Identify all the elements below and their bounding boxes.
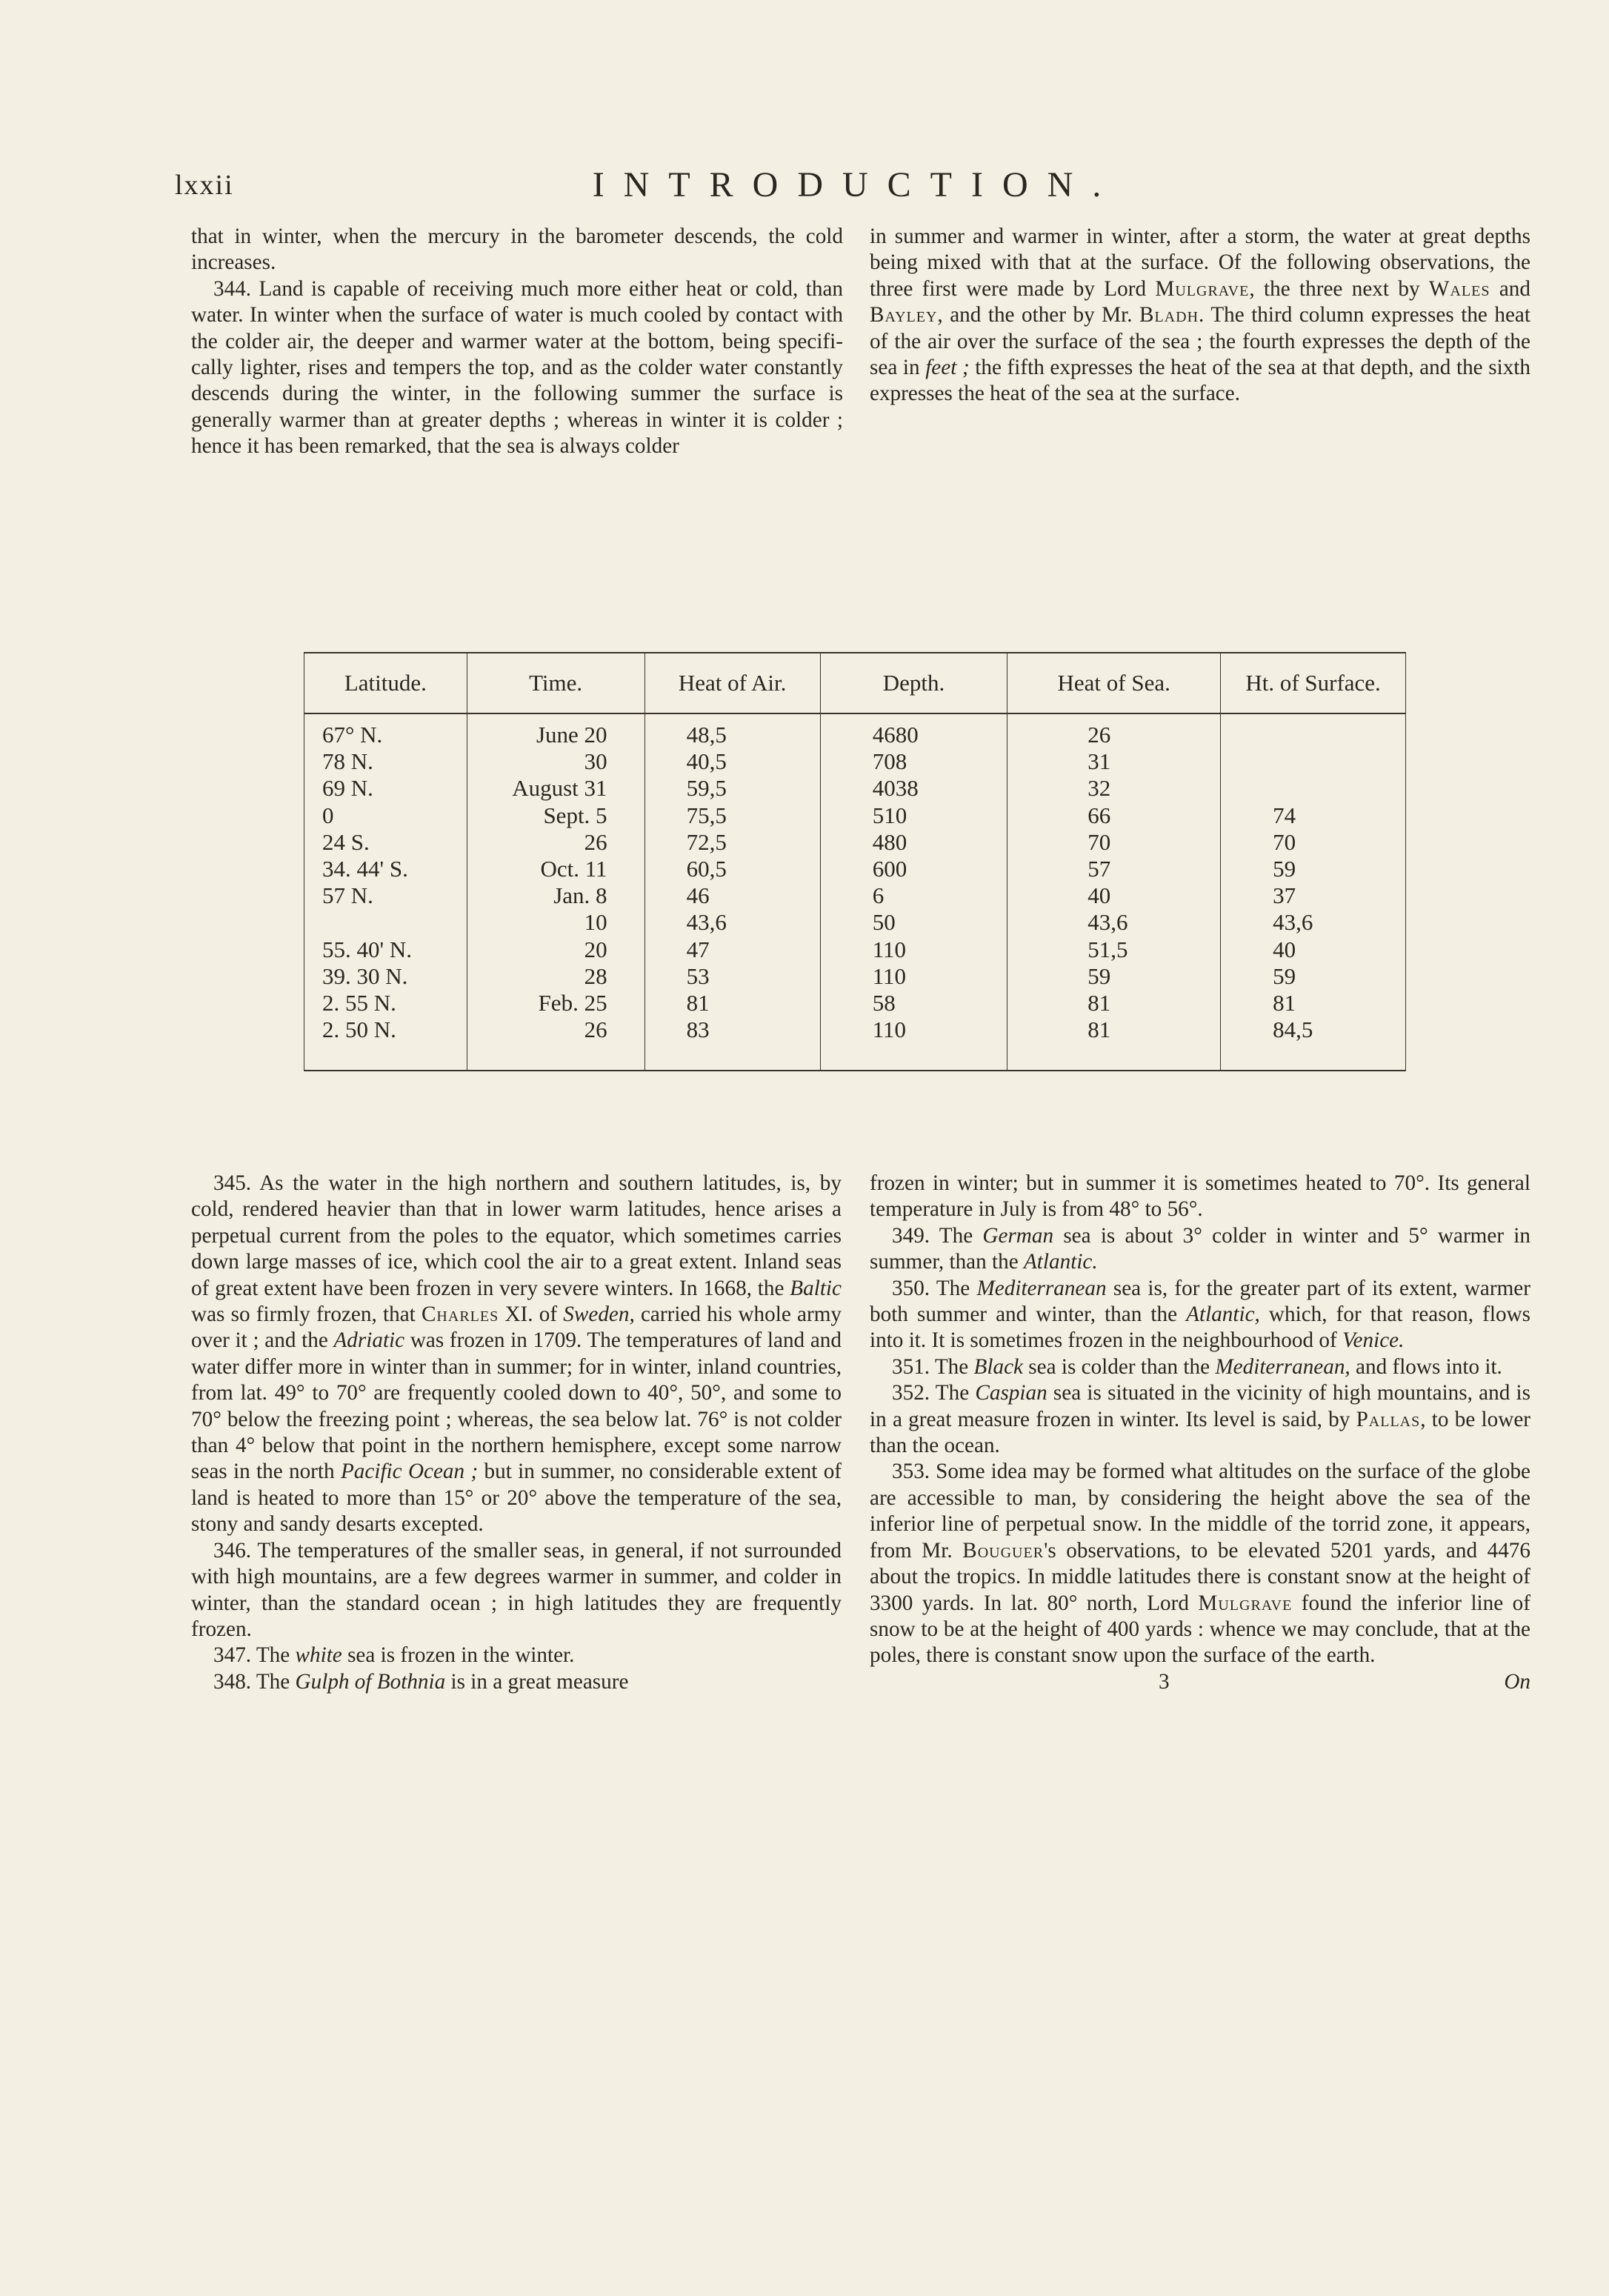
cell-heat-of-surface: [1221, 748, 1406, 775]
cell-latitude: 55. 40' N.: [304, 936, 467, 963]
paragraph-345: 345. As the water in the high northern and southern latitudes, is, by cold, rendered heavier than that in lower warm latitudes, hence arises a perpetual current from the poles to the equator, which sometimes carries down large masses of ice, which cool the air to a great extent. Inland seas of great extent have been frozen in very severe winters. In 1668, the Baltic was so firmly frozen, that Charles XI. of Sweden, carried his whole army over it ; and the Adriatic was frozen in 1709. The temperatures of land and water differ more in winter than in summer; for in winter, inland countries, from lat. 49° to 70° are frequently cooled down to 40°, 50°, and some to 70° below the freezing point ; whereas, the sea below lat. 76° is not colder than 4° below that point in the northern hemisphere, except some narrow seas in the north Pacific Ocean ; but in summer, no considerable extent of land is heated to more than 15° or 20° above the temperature of the sea, stony and sandy desarts excepted.: [191, 1171, 842, 1537]
table-row: [304, 936, 1406, 963]
cell-depth: 110: [820, 963, 1007, 990]
cell-latitude: 78 N.: [304, 748, 467, 775]
paragraph-344-cont: in summer and warmer in winter, after a storm, the water at great depths being mixed with that at the surface. Of the following observations, the three first were made by Lord Mulgrave, the three next by Wales and Bayley, and the other by Mr. Bladh. The third column expresses the heat of the air over the surface of the sea ; the fourth expresses the depth of the sea in feet ; the fifth expresses the heat of the sea at that depth, and the sixth expresses the heat of the sea at the surface.: [870, 224, 1530, 406]
cell-depth: 110: [820, 936, 1007, 963]
paragraph-344: 344. Land is capable of receiving much more either heat or cold, than water. In winter when the surface of water is much cooled by contact with the colder air, the deeper and warmer water at the bottom, being specifically lighter, rises and tempers the top, and as the colder water constantly descends during the winter, in the following summer the surface is generally warmer than at greater depths ; whereas in winter it is colder ; hence it has been remarked, that the sea is always colder: [191, 276, 843, 459]
table-row: [304, 909, 1406, 936]
cell-time: June 20: [467, 713, 644, 748]
paragraph-343-cont: that in winter, when the mercury in the barometer descends, the cold increases.: [191, 224, 843, 275]
cell-heat-of-surface: 59: [1221, 963, 1406, 990]
cell-heat-of-sea: 32: [1007, 775, 1221, 802]
cell-latitude: 34. 44' S.: [304, 856, 467, 882]
table-row: [304, 882, 1406, 909]
cell-time: Sept. 5: [467, 802, 644, 829]
page-footer: [870, 1669, 1530, 1695]
table-row: [304, 990, 1406, 1016]
table-row: [304, 802, 1406, 829]
cell-heat-of-air: 43,6: [644, 909, 820, 936]
name-wales: Wales: [1428, 276, 1490, 301]
paragraph-346: 346. The temperatures of the smaller seas, in general, if not surrounded with high mountains, are a few degrees warmer in summer, and colder in winter, than the standard ocean ; in high latitudes they are frequently frozen.: [191, 1538, 842, 1641]
name-bayley: Bayley: [870, 303, 938, 327]
paragraph-352: 352. The Caspian sea is situated in the vicinity of high mountains, and is in a great measure frozen in winter. Its level is said, by Pallas, to be lower than the ocean.: [870, 1381, 1530, 1458]
cell-heat-of-air: 46: [644, 882, 820, 909]
cell-depth: 708: [820, 748, 1007, 775]
cell-latitude: 24 S.: [304, 829, 467, 856]
right-column-top: [870, 224, 1530, 407]
cell-heat-of-sea: 40: [1007, 882, 1221, 909]
col-header-heat-of-air: Heat of Air.: [644, 653, 820, 713]
cell-time: Oct. 11: [467, 856, 644, 882]
cell-heat-of-sea: 81: [1007, 1016, 1221, 1071]
cell-heat-of-air: 81: [644, 990, 820, 1016]
catchword: On: [1504, 1669, 1530, 1694]
cell-depth: 510: [820, 802, 1007, 829]
cell-heat-of-surface: 37: [1221, 882, 1406, 909]
cell-heat-of-surface: 40: [1221, 936, 1406, 963]
cell-heat-of-sea: 59: [1007, 963, 1221, 990]
cell-latitude: 39. 30 N.: [304, 963, 467, 990]
cell-heat-of-surface: 84,5: [1221, 1016, 1406, 1071]
cell-depth: 110: [820, 1016, 1007, 1071]
table-row: [304, 748, 1406, 775]
cell-time: 10: [467, 909, 644, 936]
paragraph-350: 350. The Mediterranean sea is, for the greater part of its extent, warmer both summer and winter, than the Atlantic, which, for that reason, flows into it. It is sometimes frozen in the neighbourhood of Venice.: [870, 1276, 1531, 1353]
cell-depth: 6: [820, 882, 1007, 909]
col-header-depth: Depth.: [820, 653, 1007, 713]
cell-heat-of-sea: 43,6: [1007, 909, 1221, 936]
cell-heat-of-air: 75,5: [644, 802, 820, 829]
name-mulgrave: Mulgrave: [1198, 1591, 1293, 1615]
cell-heat-of-surface: [1221, 775, 1406, 802]
cell-latitude: [304, 909, 467, 936]
cell-heat-of-air: 47: [644, 936, 820, 963]
observations-table: [304, 652, 1406, 1113]
cell-depth: 50: [820, 909, 1007, 936]
paragraph-351: 351. The Black sea is colder than the Mediterranean, and flows into it.: [892, 1354, 1502, 1379]
cell-time: 28: [467, 963, 644, 990]
table-row: [304, 1016, 1406, 1071]
cell-time: 26: [467, 1016, 644, 1071]
table-row: [304, 963, 1406, 990]
cell-latitude: 0: [304, 802, 467, 829]
cell-heat-of-surface: 70: [1221, 829, 1406, 856]
cell-heat-of-sea: 57: [1007, 856, 1221, 882]
table-row: [304, 713, 1406, 748]
left-column-top: [191, 224, 843, 460]
paragraph-347: 347. The white sea is frozen in the winter.: [213, 1643, 575, 1668]
cell-heat-of-air: 72,5: [644, 829, 820, 856]
cell-depth: 58: [820, 990, 1007, 1016]
cell-time: Feb. 25: [467, 990, 644, 1016]
cell-latitude: 57 N.: [304, 882, 467, 909]
cell-depth: 600: [820, 856, 1007, 882]
cell-time: August 31: [467, 775, 644, 802]
cell-heat-of-sea: 31: [1007, 748, 1221, 775]
col-header-latitude: Latitude.: [304, 653, 467, 713]
cell-heat-of-surface: 59: [1221, 856, 1406, 882]
cell-heat-of-surface: 43,6: [1221, 909, 1406, 936]
col-header-heat-of-surface: Ht. of Surface.: [1221, 653, 1406, 713]
name-charles: Charles: [421, 1302, 499, 1327]
cell-heat-of-air: 48,5: [644, 713, 820, 748]
cell-time: 20: [467, 936, 644, 963]
cell-depth: 4038: [820, 775, 1007, 802]
cell-time: Jan. 8: [467, 882, 644, 909]
cell-heat-of-sea: 26: [1007, 713, 1221, 748]
cell-latitude: 2. 50 N.: [304, 1016, 467, 1071]
cell-heat-of-air: 53: [644, 963, 820, 990]
cell-time: 30: [467, 748, 644, 775]
cell-heat-of-sea: 81: [1007, 990, 1221, 1016]
cell-heat-of-sea: 66: [1007, 802, 1221, 829]
left-column-bottom: [191, 1171, 842, 1695]
cell-heat-of-surface: 74: [1221, 802, 1406, 829]
col-header-time: Time.: [467, 653, 644, 713]
table-row: [304, 775, 1406, 802]
page-number: lxxii: [175, 170, 234, 201]
cell-latitude: 69 N.: [304, 775, 467, 802]
col-header-heat-of-sea: Heat of Sea.: [1007, 653, 1221, 713]
signature-mark: 3: [1159, 1669, 1170, 1694]
name-bouguer: Bouguer: [962, 1538, 1045, 1563]
cell-heat-of-surface: 81: [1221, 990, 1406, 1016]
cell-heat-of-air: 60,5: [644, 856, 820, 882]
name-pallas: Pallas: [1356, 1407, 1421, 1431]
cell-heat-of-sea: 70: [1007, 829, 1221, 856]
name-bladh: Bladh: [1139, 303, 1199, 327]
running-header: [175, 165, 1538, 213]
cell-heat-of-sea: 51,5: [1007, 936, 1221, 963]
paragraph-353: 353. Some idea may be formed what altitudes on the surface of the globe are accessible to man, by considering the height above the sea of the inferior line of perpetual snow. In the middle of the torrid zone, it appears, from Mr. Bouguer's observations, to be elevated 5201 yards, and 4476 about the tropics. In middle latitudes there is constant snow at the height of 3300 yards. In lat. 80° north, Lord Mulgrave found the inferior line of snow to be at the height of 400 yards : whence we may conclude, that at the poles, there is constant snow upon the surface of the earth.: [870, 1460, 1530, 1668]
cell-heat-of-air: 83: [644, 1016, 820, 1071]
table-row: [304, 829, 1406, 856]
cell-latitude: 67° N.: [304, 713, 467, 748]
cell-heat-of-air: 40,5: [644, 748, 820, 775]
page-title: INTRODUCTION.: [592, 165, 1121, 204]
cell-heat-of-air: 59,5: [644, 775, 820, 802]
cell-heat-of-surface: [1221, 713, 1406, 748]
table-row: [304, 856, 1406, 882]
cell-time: 26: [467, 829, 644, 856]
cell-depth: 4680: [820, 713, 1007, 748]
paragraph-348-cont: frozen in winter; but in summer it is sometimes heated to 70°. Its general temperature in July is from 48° to 56°.: [870, 1171, 1530, 1222]
name-mulgrave: Mulgrave: [1155, 276, 1250, 301]
right-column-bottom: [870, 1171, 1530, 1695]
paragraph-348: 348. The Gulph of Bothnia is in a great measure: [213, 1669, 629, 1694]
table-header-row: [304, 653, 1406, 713]
cell-latitude: 2. 55 N.: [304, 990, 467, 1016]
cell-depth: 480: [820, 829, 1007, 856]
paragraph-349: 349. The German sea is about 3° colder in winter and 5° warmer in summer, than the Atlantic.: [870, 1223, 1530, 1274]
